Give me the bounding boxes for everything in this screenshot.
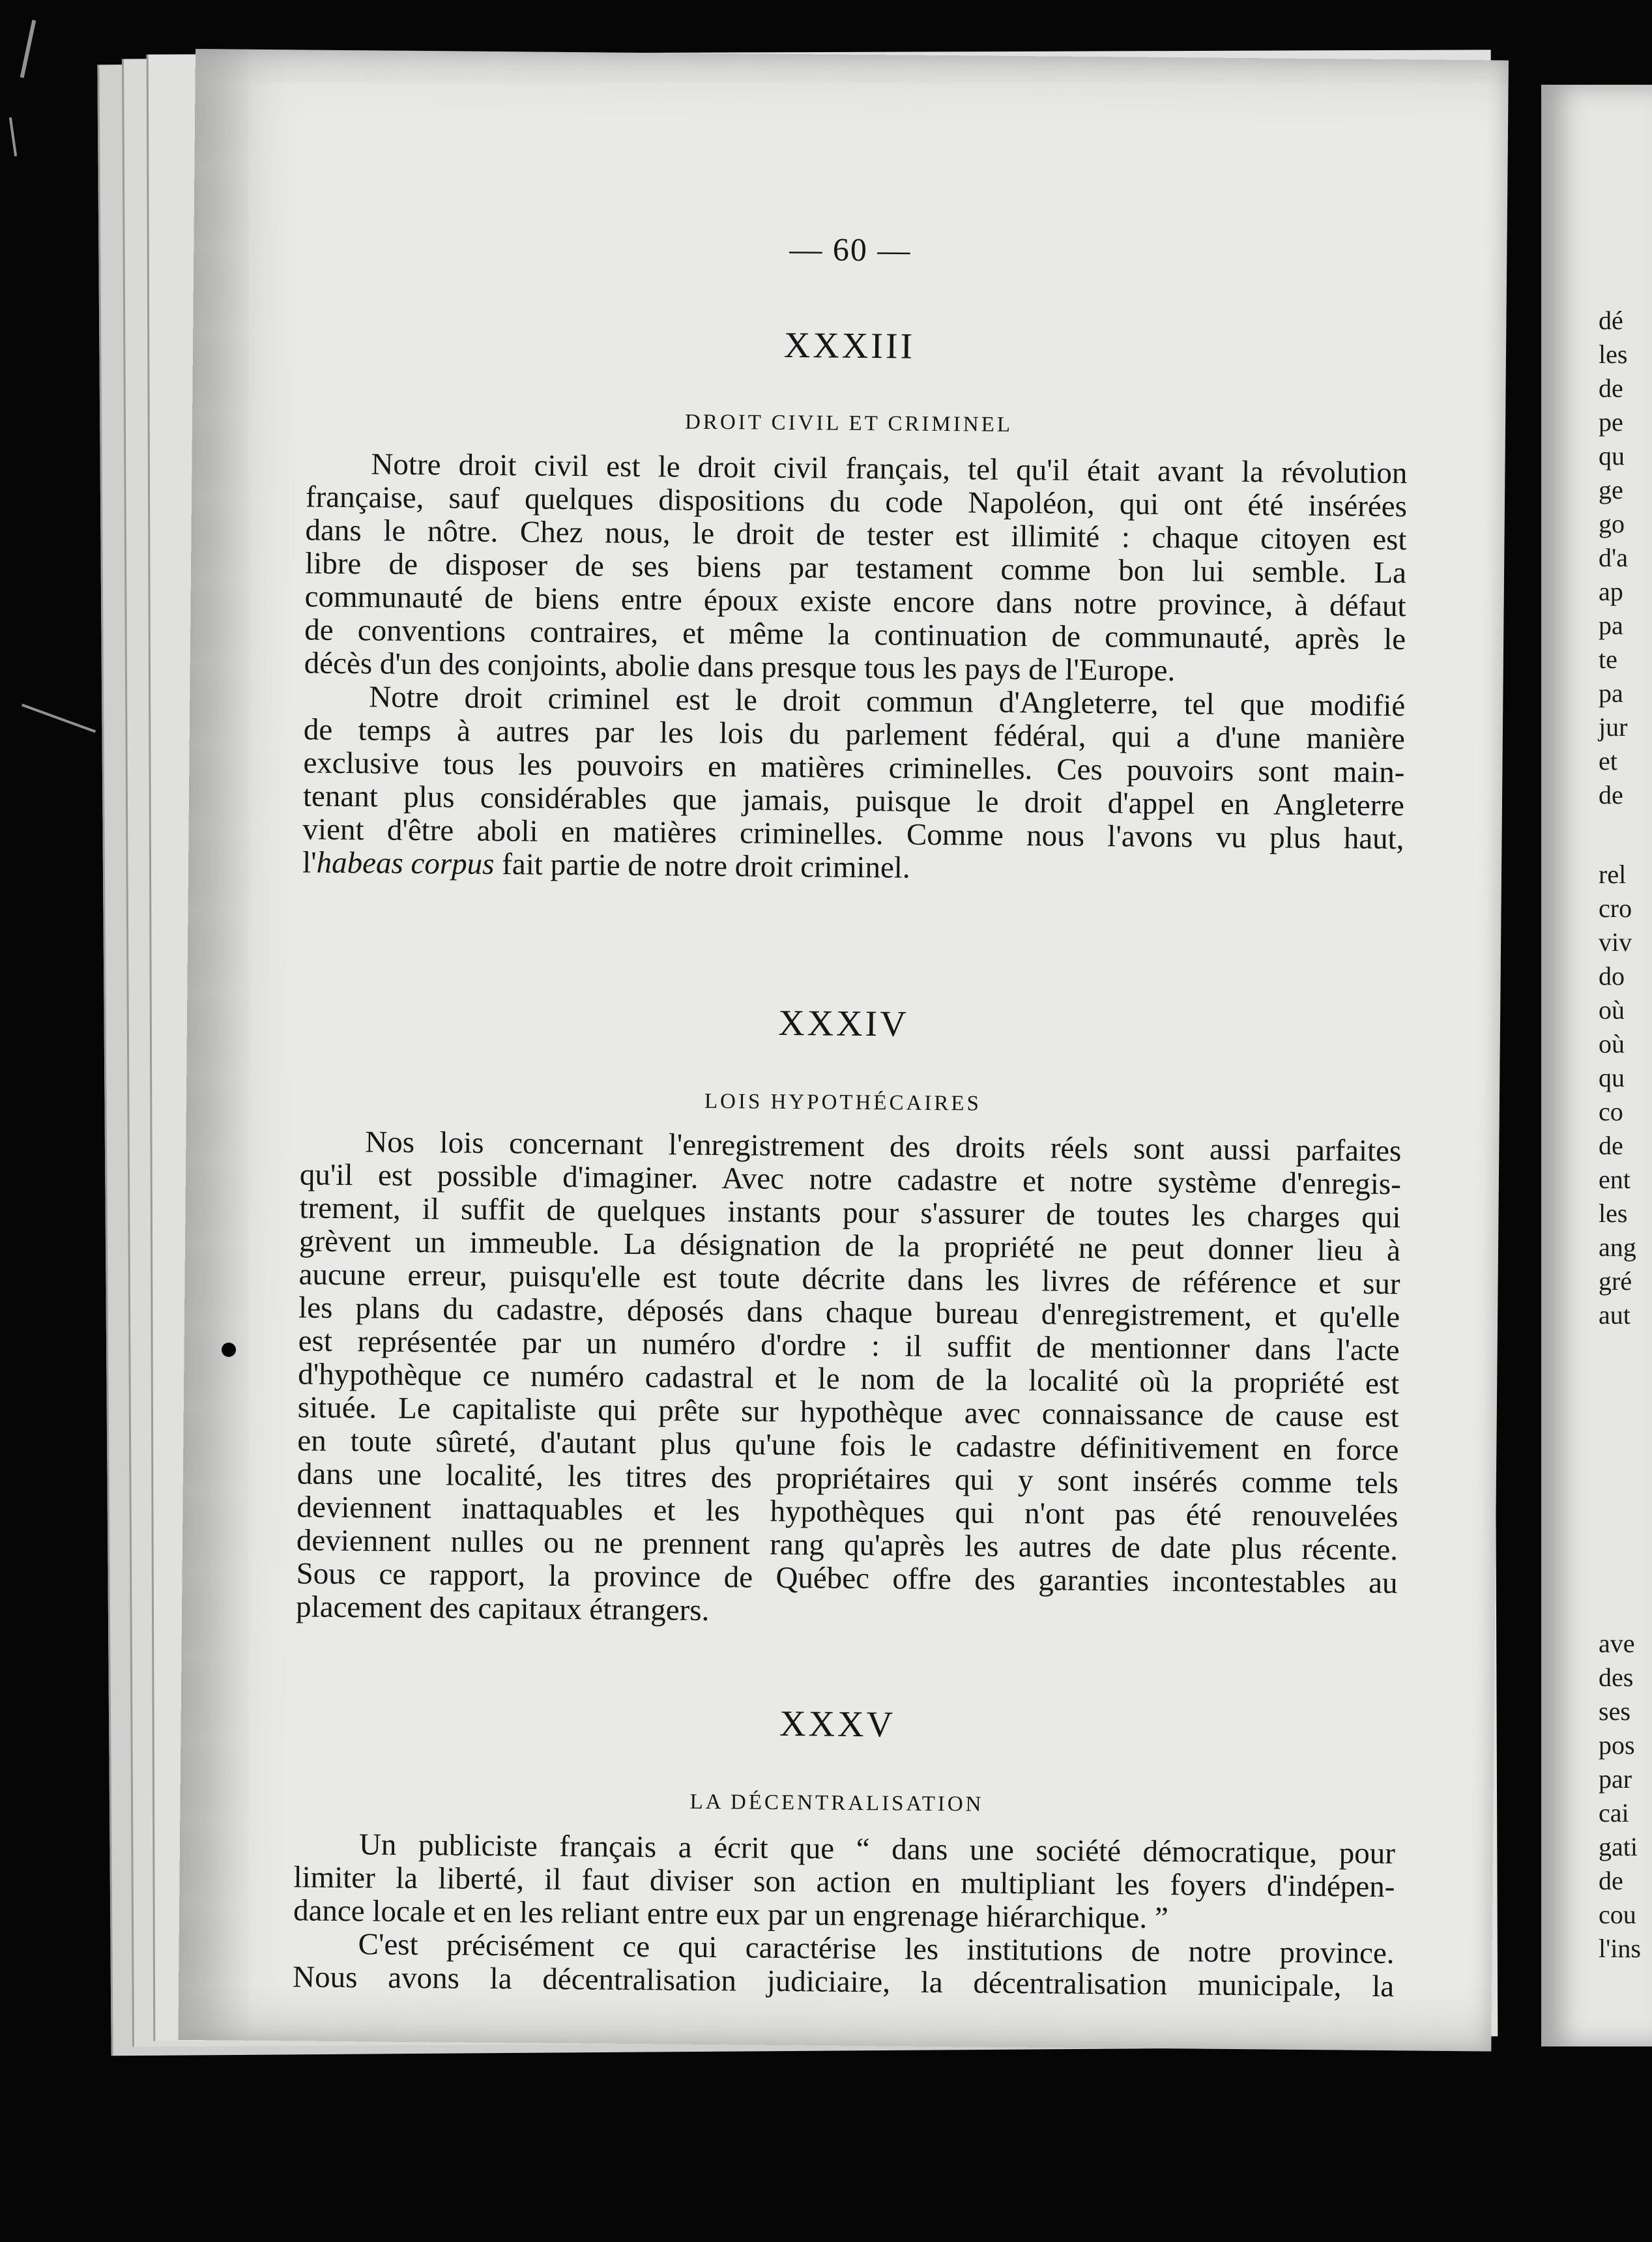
opposite-page-fragment: ave	[1599, 1629, 1635, 1658]
opposite-page-fragment: où	[1599, 995, 1625, 1025]
opposite-page-fragment: et	[1599, 746, 1617, 776]
opposite-page-fragment: les	[1599, 340, 1628, 369]
section-title-decentralisation: LA DÉCENTRALISATION	[689, 1790, 984, 1816]
text-line: située. Le capitaliste qui prête sur hypothèque avec connaissance de cause est	[297, 1390, 1399, 1434]
opposite-page-fragment: aut	[1599, 1300, 1630, 1330]
section-title-droit-civil: DROIT CIVIL ET CRIMINEL	[684, 410, 1013, 437]
opposite-page-fragment: des	[1599, 1663, 1634, 1692]
text-line: en toute sûreté, d'autant plus qu'une fois le cadastre définitivement en force	[297, 1423, 1399, 1468]
text-line: Un publiciste français a écrit que “ dans une société démocratique, pour	[358, 1827, 1396, 1871]
text-line: tenant plus considérables que jamais, puisque le droit d'appel en Angleterre	[302, 779, 1405, 823]
text-line: vient d'être aboli en matières criminelles. Comme nous l'avons vu plus haut,	[302, 812, 1404, 856]
opposite-page-fragment: les	[1599, 1199, 1628, 1228]
opposite-page-fragment: go	[1599, 509, 1625, 538]
text-line: Sous ce rapport, la province de Québec offre des garanties incontestables au	[296, 1556, 1398, 1601]
opposite-page-fragment: dé	[1599, 306, 1623, 335]
text-line: qu'il est possible d'imaginer. Avec notre cadastre et notre système d'enregis-	[299, 1157, 1402, 1202]
film-scratch	[22, 704, 96, 733]
opposite-page-fragment: viv	[1599, 927, 1632, 957]
opposite-page-fragment: qu	[1599, 441, 1625, 471]
film-scratch	[9, 117, 17, 156]
text-line: trement, il suffit de quelques instants pour s'assurer de toutes les charges qui	[299, 1191, 1401, 1235]
text-line: Nos lois concernant l'enregistrement des droits réels sont aussi parfaites	[365, 1125, 1402, 1169]
text-line: dans une localité, les titres des propriétaires qui y sont insérés comme tels	[297, 1457, 1399, 1501]
opposite-page-fragment: par	[1599, 1764, 1632, 1794]
section-title-lois-hypothecaires: LOIS HYPOTHÉCAIRES	[704, 1089, 982, 1116]
text-line: deviennent inattaquables et les hypothèques qui n'ont pas été renouvelées	[297, 1490, 1398, 1534]
paragraph-lois-hypothecaires	[296, 1125, 1402, 1633]
text-line: les plans du cadastre, déposés dans chaque bureau d'enregistrement, et qu'elle	[298, 1290, 1400, 1335]
opposite-page	[1541, 85, 1652, 2046]
section-number-xxxiv: XXXIV	[777, 1002, 909, 1045]
text-line: décès d'un des conjoints, abolie dans presque tous les pays de l'Europe.	[304, 646, 1176, 688]
text-line: communauté de biens entre époux existe encore dans notre province, à défaut	[304, 579, 1406, 624]
page-number: — 60 —	[789, 230, 912, 269]
opposite-page-fragment: co	[1599, 1097, 1623, 1126]
text-line: Notre droit criminel est le droit commun d'Angleterre, tel que modifié	[369, 680, 1406, 723]
text-line: française, sauf quelques dispositions du code Napoléon, qui ont été insérées	[305, 480, 1408, 524]
film-scratch	[20, 20, 36, 78]
italic-habeas-corpus: habeas corpus	[316, 845, 495, 882]
opposite-page-fragment: ge	[1599, 475, 1623, 504]
paragraph-publiciste	[293, 1827, 1395, 1937]
section-number-xxxv: XXXV	[779, 1703, 896, 1745]
text-line: de temps à autres par les lois du parlement fédéral, qui a d'une manière	[303, 712, 1406, 757]
text-line: C'est précisément ce qui caractérise les institutions de notre province.	[358, 1927, 1395, 1971]
text-line: Notre droit civil est le droit civil français, tel qu'il était avant la révolution	[371, 447, 1408, 491]
text-fragment: fait partie de notre droit criminel.	[494, 847, 910, 885]
opposite-page-fragment: de	[1599, 373, 1623, 403]
opposite-page-fragment: gati	[1599, 1832, 1638, 1861]
opposite-page-fragment: pa	[1599, 678, 1623, 708]
paragraph-institutions	[293, 1927, 1395, 2003]
opposite-page-fragment: gré	[1599, 1266, 1632, 1296]
opposite-page-fragment: pe	[1599, 407, 1623, 437]
text-line: Nous avons la décentralisation judiciaire, la décentralisation municipale, la	[292, 1960, 1395, 2004]
opposite-page-fragment: pos	[1599, 1730, 1635, 1760]
opposite-page-fragment: ang	[1599, 1232, 1636, 1262]
opposite-page-fragment: de	[1599, 1866, 1623, 1895]
opposite-page-fragment: qu	[1599, 1063, 1625, 1092]
opposite-page-fragment: rel	[1599, 860, 1627, 889]
paragraph-droit-civil	[304, 448, 1408, 690]
text-line: exclusive tous les pouvoirs en matières criminelles. Ces pouvoirs sont main-	[303, 746, 1405, 790]
text-fragment: l'	[302, 845, 317, 880]
text-line: grèvent un immeuble. La désignation de la propriété ne peut donner lieu à	[298, 1224, 1401, 1268]
ink-dot	[222, 1343, 236, 1357]
opposite-page-fragment: de	[1599, 780, 1623, 809]
text-line: d'hypothèque ce numéro cadastral et le nom de la localité où la propriété est	[298, 1357, 1400, 1401]
text-line: libre de disposer de ses biens par testament comme bon lui semble. La	[304, 546, 1407, 590]
opposite-page-fragment: jur	[1599, 712, 1628, 742]
opposite-page-fragment: do	[1599, 961, 1625, 991]
opposite-page-fragment: ent	[1599, 1165, 1630, 1194]
opposite-page-fragment: l'ins	[1599, 1934, 1641, 1963]
text-line: est représentée par un numéro d'ordre : il suffit de mentionner dans l'acte	[298, 1324, 1400, 1368]
opposite-page-fragment: te	[1599, 645, 1617, 674]
opposite-page-fragment: où	[1599, 1029, 1625, 1058]
opposite-page-fragment: d'a	[1599, 543, 1628, 572]
opposite-page-fragment: de	[1599, 1131, 1623, 1160]
opposite-page-fragment: ses	[1599, 1696, 1630, 1726]
paragraph-droit-criminel	[302, 680, 1406, 889]
opposite-page-fragment: cou	[1599, 1900, 1636, 1929]
opposite-page-fragment: ap	[1599, 577, 1623, 606]
section-number-xxxiii: XXXIII	[783, 325, 916, 367]
text-line: placement des capitaux étrangers.	[295, 1590, 710, 1627]
text-line: de conventions contraires, et même la continuation de communauté, après le	[304, 613, 1406, 657]
opposite-page-fragment: cro	[1599, 894, 1632, 923]
text-line: limiter la liberté, il faut diviser son action en multipliant les foyers d'indépen-	[293, 1860, 1395, 1904]
text-line: dans le nôtre. Chez nous, le droit de tester est illimité : chaque citoyen est	[305, 513, 1407, 557]
text-line: dance locale et en les reliant entre eux par un engrenage hiérarchique. ”	[293, 1893, 1168, 1936]
text-line: deviennent nulles ou ne prennent rang qu'après les autres de date plus récente.	[296, 1523, 1398, 1567]
book-page	[178, 49, 1509, 2051]
opposite-page-fragment: pa	[1599, 611, 1623, 640]
opposite-page-fragment: cai	[1599, 1798, 1629, 1827]
text-line: aucune erreur, puisqu'elle est toute décrite dans les livres de référence et sur	[298, 1257, 1400, 1302]
